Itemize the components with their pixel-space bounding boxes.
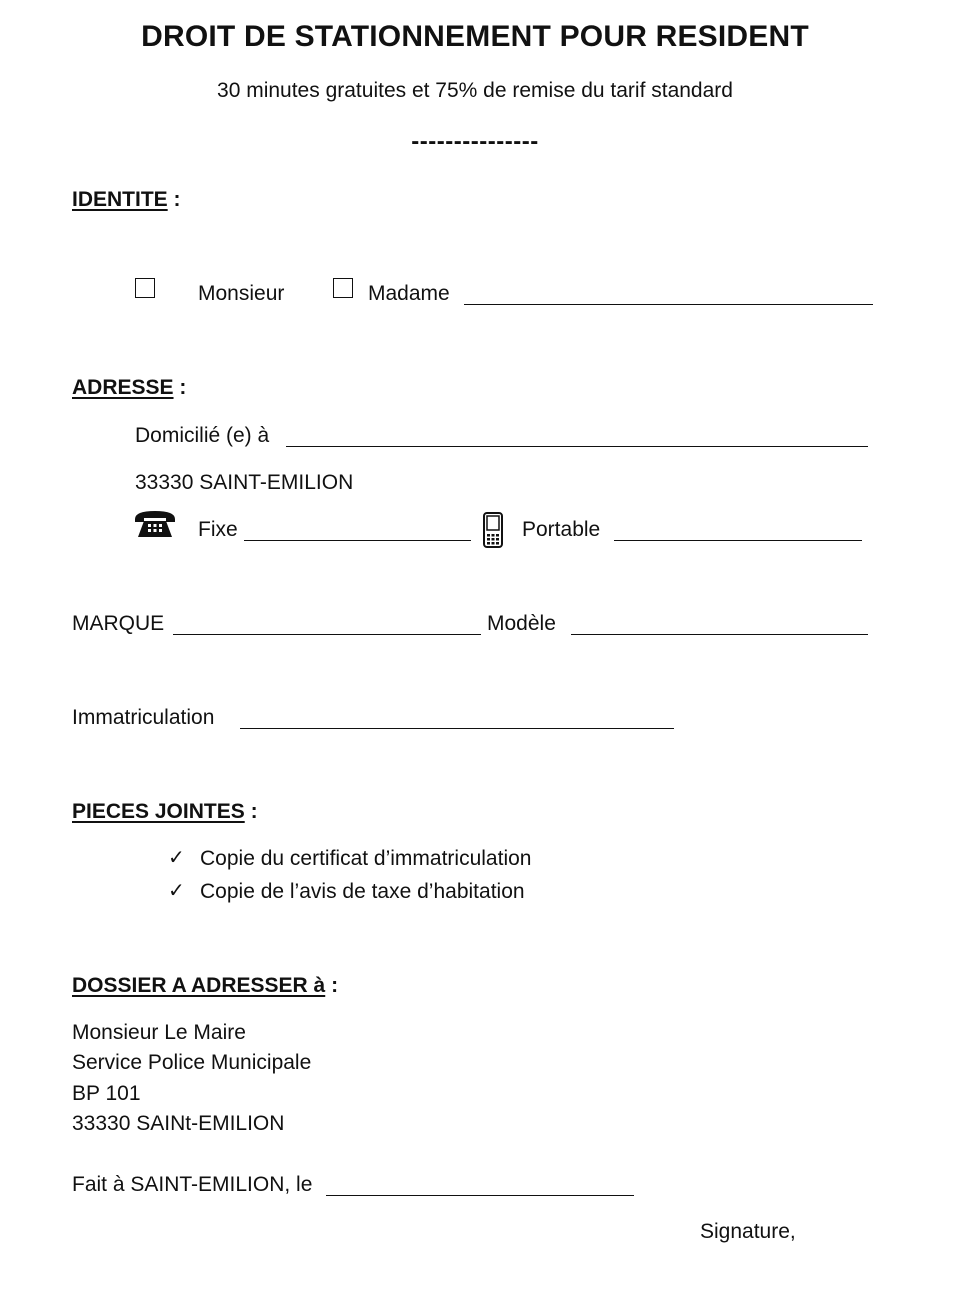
attachment-item: Copie de l’avis de taxe d’habitation xyxy=(200,880,525,903)
madame-label: Madame xyxy=(368,282,450,305)
mobile-phone-icon xyxy=(482,512,504,548)
name-field[interactable] xyxy=(464,304,873,305)
checkmark-icon: ✓ xyxy=(168,880,185,902)
checkmark-icon: ✓ xyxy=(168,847,185,869)
pieces-heading: PIECES JOINTES : xyxy=(72,800,258,823)
phone-fixed-field[interactable] xyxy=(244,540,471,541)
address-line: Service Police Municipale xyxy=(72,1051,312,1074)
brand-label: MARQUE xyxy=(72,612,165,635)
madame-checkbox[interactable] xyxy=(333,278,353,298)
address-line: 33330 SAINt-EMILION xyxy=(72,1112,285,1135)
place-label: Fait à SAINT-EMILION, le xyxy=(72,1173,313,1196)
date-field[interactable] xyxy=(326,1195,634,1196)
domicile-field[interactable] xyxy=(286,446,868,447)
adresse-heading: ADRESSE : xyxy=(72,376,187,399)
page-title: DROIT DE STATIONNEMENT POUR RESIDENT xyxy=(141,20,809,53)
address-line: BP 101 xyxy=(72,1082,141,1105)
registration-field[interactable] xyxy=(240,728,674,729)
page-subtitle: 30 minutes gratuites et 75% de remise du tarif standard xyxy=(217,79,733,102)
city-text: 33330 SAINT-EMILION xyxy=(135,471,354,494)
domicile-label: Domicilié (e) à xyxy=(135,424,270,447)
dossier-heading: DOSSIER A ADRESSER à : xyxy=(72,974,339,997)
brand-field[interactable] xyxy=(173,634,481,635)
separator: --------------- xyxy=(411,128,539,155)
identite-heading: IDENTITE : xyxy=(72,188,181,211)
phone-fixed-label: Fixe xyxy=(198,518,238,541)
address-line: Monsieur Le Maire xyxy=(72,1021,246,1044)
attachment-item: Copie du certificat d’immatriculation xyxy=(200,847,532,870)
model-label: Modèle xyxy=(487,612,556,635)
phone-mobile-label: Portable xyxy=(522,518,601,541)
registration-label: Immatriculation xyxy=(72,706,215,729)
model-field[interactable] xyxy=(571,634,868,635)
signature-label: Signature, xyxy=(700,1220,796,1243)
monsieur-label: Monsieur xyxy=(198,282,285,305)
telephone-icon xyxy=(132,508,178,540)
phone-mobile-field[interactable] xyxy=(614,540,862,541)
monsieur-checkbox[interactable] xyxy=(135,278,155,298)
